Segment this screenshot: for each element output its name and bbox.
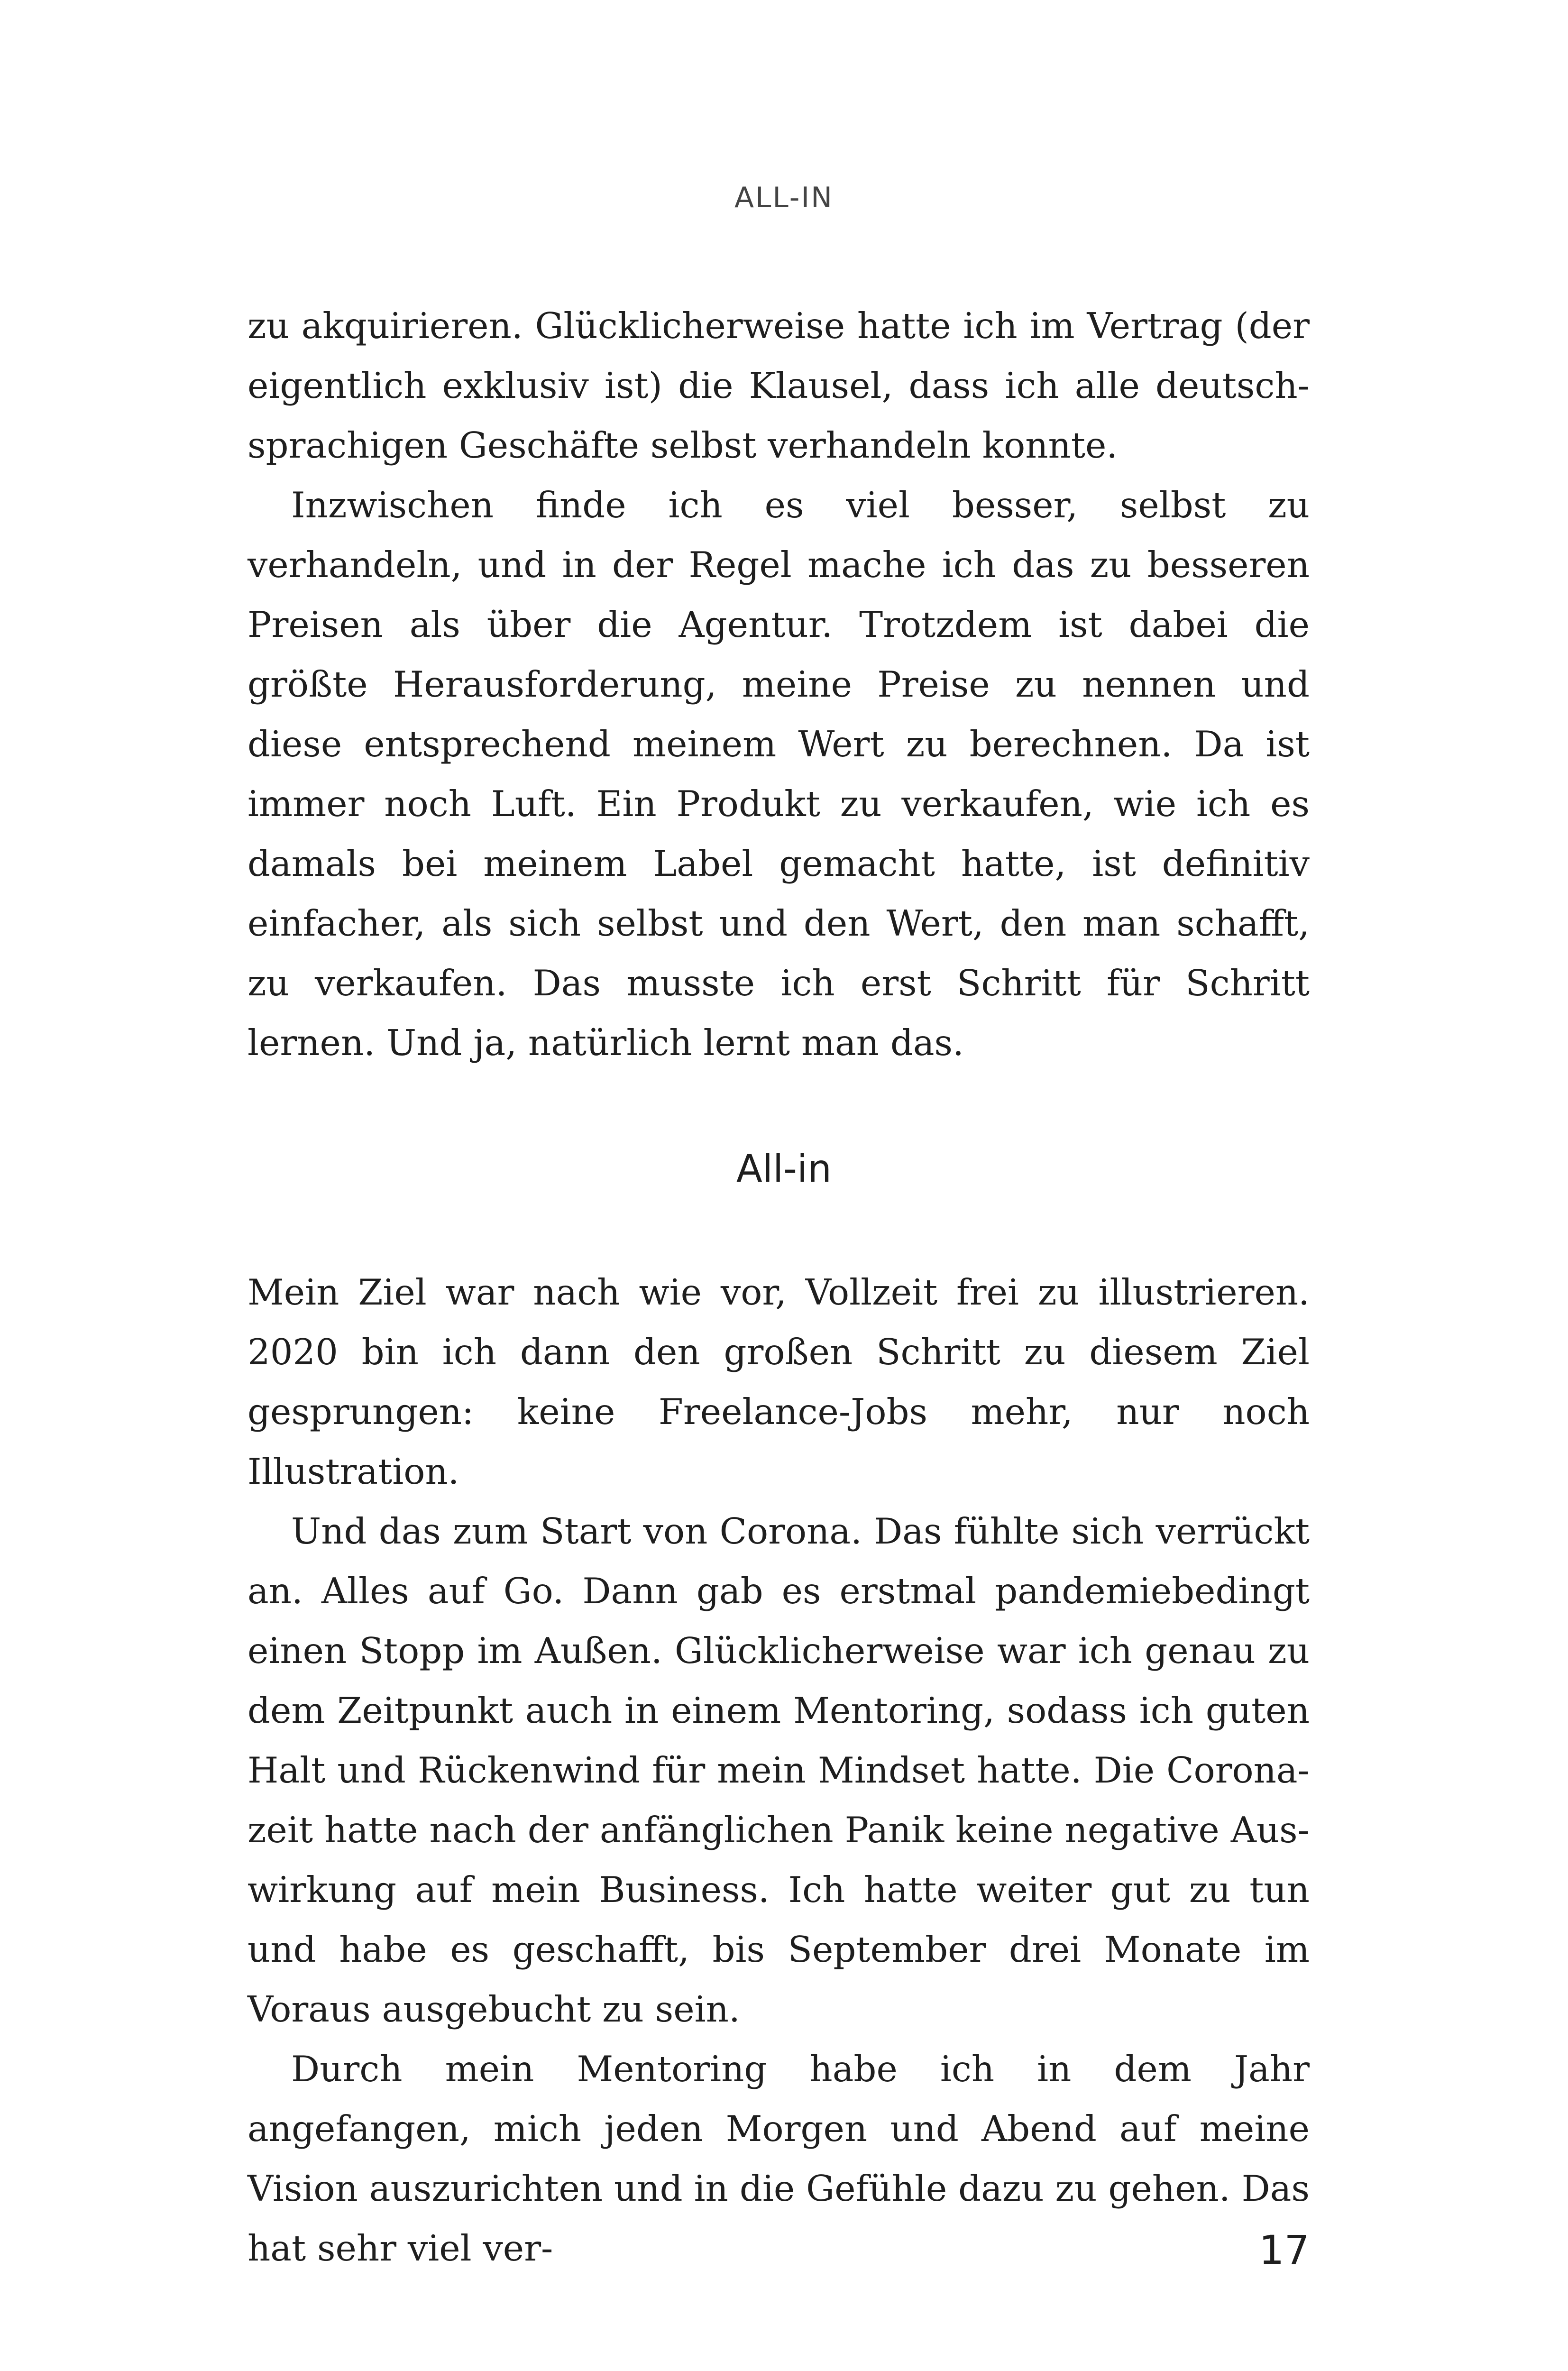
paragraph: Durch mein Mentoring habe ich in dem Jahr angefangen, mich jeden Morgen und Abend auf meine Vision auszurichten und in die Gefühle dazu zu gehen. Das hat sehr viel ver- [248, 2048, 1310, 2269]
paragraph: Und das zum Start von Corona. Das fühlte sich verrückt an. Alles auf Go. Dann gab es erstmal pandemiebedingt einen Stopp im Außen. Glücklicherweise war ich genau zu dem Zeitpunkt auch in einem Mentoring, sodass ich guten Halt und Rückenwind für mein Mindset hatte. Die Coronazeit hatte nach der anfänglichen Panik keine negative Auswirkung auf mein Business. Ich hatte weiter gut zu tun und habe es geschafft, bis September drei Monate im Voraus ausgebucht zu sein. [248, 1510, 1310, 2030]
body-text-block-1 [248, 296, 1310, 1073]
paragraph: zu akquirieren. Glücklicherweise hatte ich im Vertrag (der eigentlich exklusiv ist) die Klausel, dass ich alle deutschsprachigen Geschäfte selbst verhandeln konnte. [248, 305, 1310, 466]
section-heading: All-in [736, 1147, 832, 1191]
running-head: ALL-IN [734, 181, 834, 214]
page-number: 17 [1259, 2227, 1310, 2273]
paragraph: Inzwischen finde ich es viel besser, selbst zu verhandeln, und in der Regel mache ich das zu besseren Preisen als über die Agentur. Trotzdem ist dabei die größte Herausforderung, meine Preise zu nennen und diese entsprechend meinem Wert zu berechnen. Da ist immer noch Luft. Ein Produkt zu verkaufen, wie ich es damals bei meinem Label gemacht hatte, ist definitiv einfacher, als sich selbst und den Wert, den man schafft, zu verkaufen. Das musste ich erst Schritt für Schritt lernen. Und ja, natürlich lernt man das. [248, 484, 1310, 1064]
paragraph: Mein Ziel war nach wie vor, Vollzeit frei zu illustrieren. 2020 bin ich dann den großen Schritt zu diesem Ziel gesprungen: keine Freelance-Jobs mehr, nur noch Illustration. [248, 1271, 1310, 1492]
body-text-block-2 [248, 1262, 1310, 2278]
